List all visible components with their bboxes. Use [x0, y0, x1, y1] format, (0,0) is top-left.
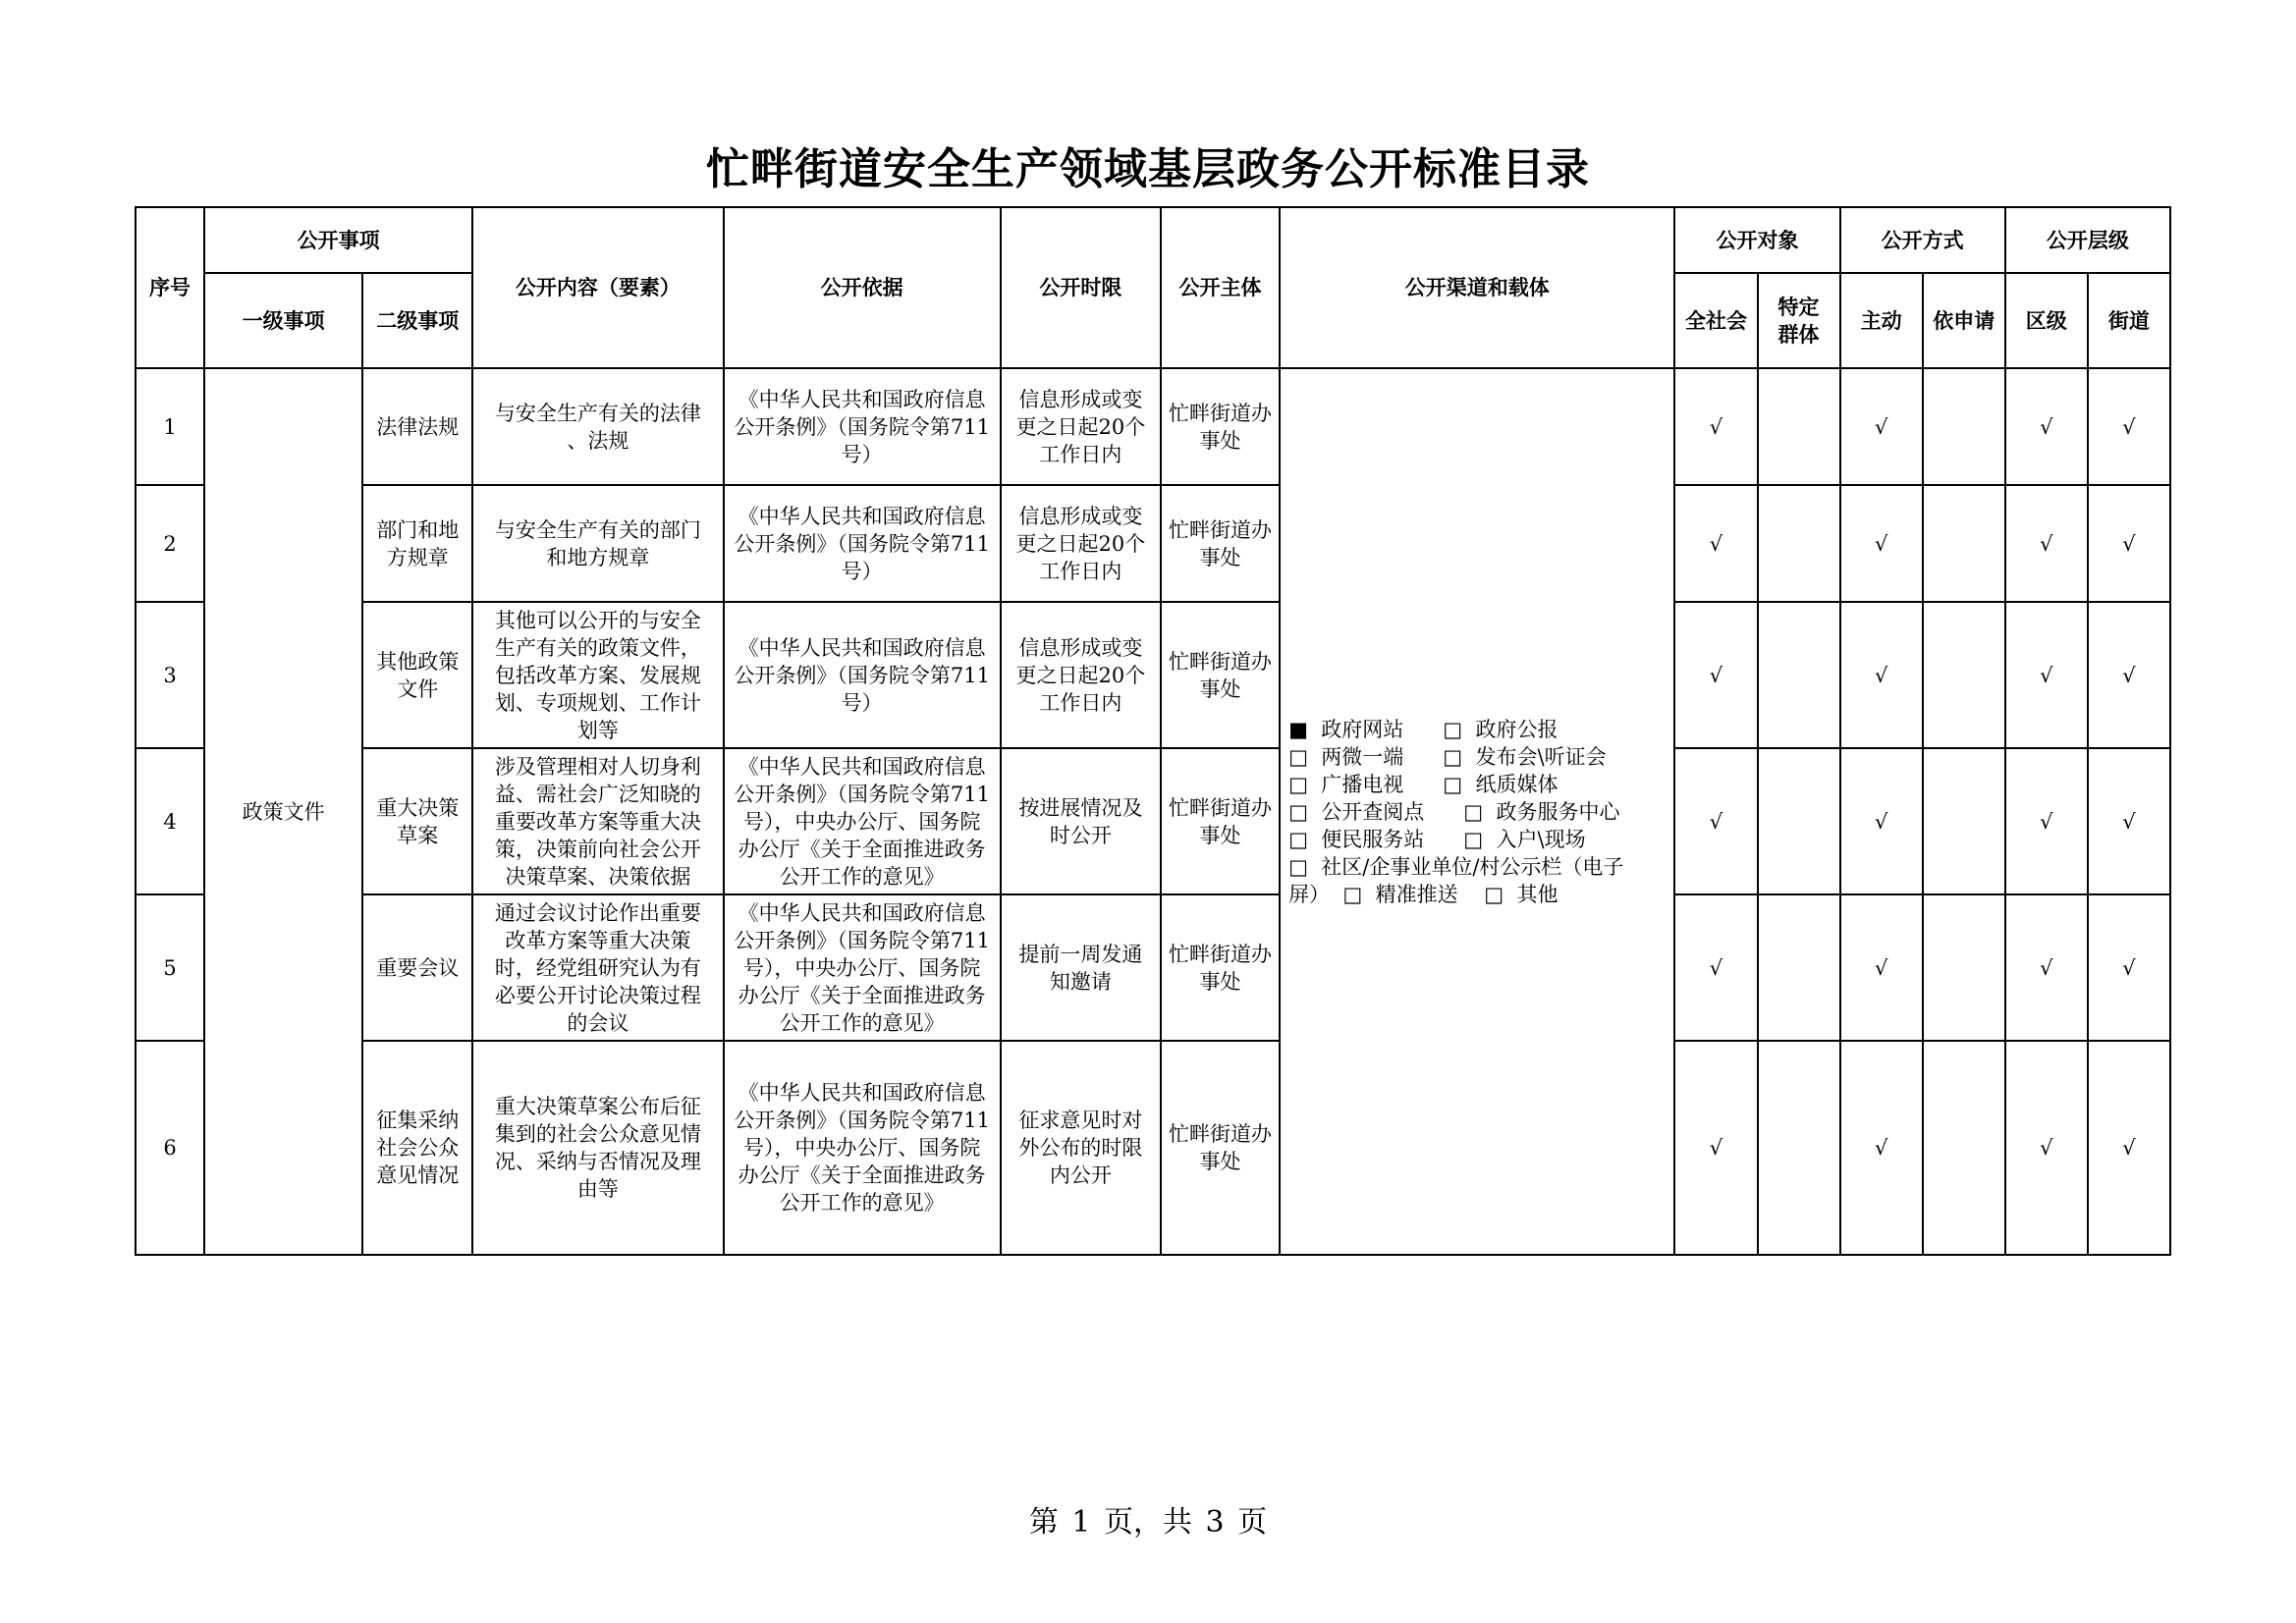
row-basis: 《中华人民共和国政府信息 公开条例》（国务院令第711 号） [724, 368, 1001, 485]
row-level-street [2088, 602, 2170, 748]
row-level-district [2005, 368, 2088, 485]
row-time-limit: 征求意见时对 外公布的时限 内公开 [1001, 1041, 1161, 1255]
row-content: 通过会议讨论作出重要 改革方案等重大决策 时，经党组研究认为有 必要公开讨论决策过程 的会议 [472, 894, 723, 1041]
channel-line: □ 便民服务站 □ 入户\现场 [1288, 827, 1586, 851]
row-method-request [1923, 894, 2005, 1041]
header-level-district: 区级 [2005, 273, 2088, 368]
check-mark: √ [1874, 1136, 1888, 1160]
row-basis: 《中华人民共和国政府信息 公开条例》（国务院令第711 号），中央办公厅、国务院 办公厅《关于全面推进政务 公开工作的意见》 [724, 1041, 1001, 1255]
check-mark: √ [1874, 663, 1888, 687]
row-audience-all [1674, 602, 1757, 748]
check-mark: √ [1709, 809, 1723, 834]
row-audience-specific [1758, 602, 1840, 748]
row-time-limit: 提前一周发通 知邀请 [1001, 894, 1161, 1041]
check-mark: √ [2040, 809, 2053, 834]
row-method-active [1840, 1041, 1923, 1255]
check-mark: √ [2040, 414, 2053, 439]
row-level2: 法律法规 [362, 368, 472, 485]
check-mark: √ [2122, 1136, 2136, 1160]
row-level-street [2088, 485, 2170, 602]
row-seq: 1 [136, 368, 204, 485]
row-method-active [1840, 602, 1923, 748]
table-row [136, 1041, 2170, 1255]
row-method-active [1840, 485, 1923, 602]
row-method-request [1923, 368, 2005, 485]
row-method-active [1840, 894, 1923, 1041]
header-audience-all: 全社会 [1674, 273, 1757, 368]
row-method-request [1923, 1041, 2005, 1255]
row-audience-specific [1758, 748, 1840, 894]
row-basis: 《中华人民共和国政府信息 公开条例》（国务院令第711 号） [724, 485, 1001, 602]
row-basis: 《中华人民共和国政府信息 公开条例》（国务院令第711 号），中央办公厅、国务院 办公厅《关于全面推进政务 公开工作的意见》 [724, 748, 1001, 894]
row-subject: 忙畔街道办 事处 [1161, 368, 1280, 485]
check-mark: √ [2040, 663, 2053, 687]
header-time-limit: 公开时限 [1001, 207, 1161, 368]
row-level-district [2005, 894, 2088, 1041]
check-mark: √ [2122, 663, 2136, 687]
check-mark: √ [1709, 955, 1723, 980]
check-mark: √ [2122, 809, 2136, 834]
row-level-street [2088, 894, 2170, 1041]
header-method: 公开方式 [1840, 207, 2005, 273]
row-level-street [2088, 748, 2170, 894]
category-cell: 政策文件 [204, 368, 362, 1255]
row-level2: 部门和地 方规章 [362, 485, 472, 602]
check-mark: √ [1874, 955, 1888, 980]
header-basis: 公开依据 [724, 207, 1001, 368]
header-subject: 公开主体 [1161, 207, 1280, 368]
check-mark: √ [2040, 531, 2053, 556]
row-audience-all [1674, 1041, 1757, 1255]
header-level1: 一级事项 [204, 273, 362, 368]
row-audience-specific [1758, 1041, 1840, 1255]
row-basis: 《中华人民共和国政府信息 公开条例》（国务院令第711 号） [724, 602, 1001, 748]
row-level2: 征集采纳 社会公众 意见情况 [362, 1041, 472, 1255]
channel-cell [1280, 368, 1674, 1255]
row-seq: 6 [136, 1041, 204, 1255]
row-level-district [2005, 602, 2088, 748]
channel-line: ■ 政府网站 □ 政府公报 [1288, 717, 1558, 741]
table-row [136, 894, 2170, 1041]
row-seq: 2 [136, 485, 204, 602]
row-method-request [1923, 485, 2005, 602]
row-time-limit: 信息形成或变 更之日起20个 工作日内 [1001, 602, 1161, 748]
row-method-request [1923, 602, 2005, 748]
check-mark: √ [2040, 1136, 2053, 1160]
check-mark: √ [1709, 1136, 1723, 1160]
row-content: 与安全生产有关的法律 、法规 [472, 368, 723, 485]
row-content: 与安全生产有关的部门 和地方规章 [472, 485, 723, 602]
header-level2: 二级事项 [362, 273, 472, 368]
row-content: 重大决策草案公布后征 集到的社会公众意见情 况、采纳与否情况及理 由等 [472, 1041, 723, 1255]
row-level2: 重大决策 草案 [362, 748, 472, 894]
row-time-limit: 信息形成或变 更之日起20个 工作日内 [1001, 368, 1161, 485]
row-level-district [2005, 748, 2088, 894]
row-level-street [2088, 368, 2170, 485]
check-mark: √ [1874, 414, 1888, 439]
row-seq: 3 [136, 602, 204, 748]
row-basis: 《中华人民共和国政府信息 公开条例》（国务院令第711 号），中央办公厅、国务院 办公厅《关于全面推进政务 公开工作的意见》 [724, 894, 1001, 1041]
row-method-active [1840, 748, 1923, 894]
row-audience-specific [1758, 485, 1840, 602]
row-audience-all [1674, 485, 1757, 602]
row-time-limit: 按进展情况及 时公开 [1001, 748, 1161, 894]
row-audience-specific [1758, 894, 1840, 1041]
channel-line: □ 公开查阅点 □ 政务服务中心 [1288, 799, 1620, 824]
check-mark: √ [2122, 531, 2136, 556]
row-seq: 5 [136, 894, 204, 1041]
check-mark: √ [1874, 531, 1888, 556]
table-row [136, 602, 2170, 748]
table-row [136, 748, 2170, 894]
row-method-active [1840, 368, 1923, 485]
channel-line: □ 广播电视 □ 纸质媒体 [1288, 772, 1558, 796]
header-level-street: 街道 [2088, 273, 2170, 368]
row-level2: 其他政策 文件 [362, 602, 472, 748]
row-content: 其他可以公开的与安全 生产有关的政策文件， 包括改革方案、发展规 划、专项规划、工作计 划等 [472, 602, 723, 748]
check-mark: √ [2040, 955, 2053, 980]
row-audience-all [1674, 368, 1757, 485]
row-subject: 忙畔街道办 事处 [1161, 602, 1280, 748]
channel-line: □ 两微一端 □ 发布会\听证会 [1288, 744, 1607, 769]
row-audience-specific [1758, 368, 1840, 485]
page-footer: 第 1 页，共 3 页 [1028, 1505, 1268, 1540]
check-mark: √ [1709, 531, 1723, 556]
check-mark: √ [2122, 414, 2136, 439]
channel-line: 屏） □ 精准推送 □ 其他 [1288, 882, 1558, 906]
header-method-active: 主动 [1840, 273, 1923, 368]
row-audience-all [1674, 748, 1757, 894]
row-content: 涉及管理相对人切身利 益、需社会广泛知晓的 重要改革方案等重大决 策，决策前向社会公开 决策草案、决策依据 [472, 748, 723, 894]
header-content: 公开内容（要素） [472, 207, 723, 368]
table-row [136, 485, 2170, 602]
header-level: 公开层级 [2005, 207, 2170, 273]
header-seq: 序号 [136, 207, 204, 368]
row-audience-all [1674, 894, 1757, 1041]
row-subject: 忙畔街道办 事处 [1161, 748, 1280, 894]
row-level-district [2005, 1041, 2088, 1255]
header-audience-specific: 特定 群体 [1758, 273, 1840, 368]
header-matter: 公开事项 [204, 207, 472, 273]
header-row-top [136, 207, 2170, 273]
header-channel: 公开渠道和载体 [1280, 207, 1674, 368]
header-audience: 公开对象 [1674, 207, 1839, 273]
header-method-request: 依申请 [1923, 273, 2005, 368]
row-level-street [2088, 1041, 2170, 1255]
table-row [136, 368, 2170, 485]
row-seq: 4 [136, 748, 204, 894]
row-time-limit: 信息形成或变 更之日起20个 工作日内 [1001, 485, 1161, 602]
row-level2: 重要会议 [362, 894, 472, 1041]
check-mark: √ [1709, 414, 1723, 439]
row-level-district [2005, 485, 2088, 602]
page-title: 忙畔街道安全生产领域基层政务公开标准目录 [706, 144, 1590, 194]
row-method-request [1923, 748, 2005, 894]
channel-line: □ 社区/企事业单位/村公示栏（电子 [1288, 854, 1624, 879]
row-subject: 忙畔街道办 事处 [1161, 1041, 1280, 1255]
check-mark: √ [1709, 663, 1723, 687]
check-mark: √ [2122, 955, 2136, 980]
row-subject: 忙畔街道办 事处 [1161, 894, 1280, 1041]
check-mark: √ [1874, 809, 1888, 834]
row-subject: 忙畔街道办 事处 [1161, 485, 1280, 602]
catalog-table [135, 206, 2171, 1256]
